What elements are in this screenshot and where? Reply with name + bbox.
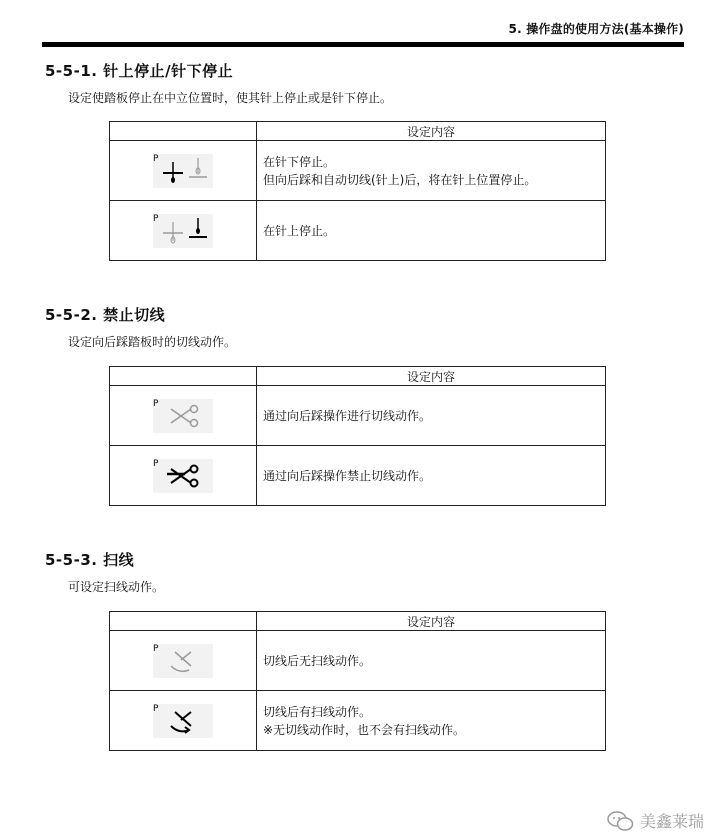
section-title-needle-stop: 5-5-1. 针上停止/针下停止	[45, 62, 234, 80]
table-row	[110, 446, 606, 506]
wechat-icon	[606, 810, 634, 832]
section-title-wiper: 5-5-3. 扫线	[45, 551, 135, 569]
thread-trim-disabled-icon	[153, 459, 213, 493]
p-label: P	[153, 398, 159, 409]
wiper-on-icon	[153, 704, 213, 738]
setting-text-cell	[257, 141, 606, 201]
needle-up-stop-icon	[153, 214, 213, 248]
page-header	[42, 18, 684, 47]
p-label: P	[153, 213, 159, 224]
setting-text-cell	[257, 386, 606, 446]
section-title-trim-disable: 5-5-2. 禁止切线	[45, 306, 166, 324]
table-header-icon-col	[110, 122, 257, 141]
table-row	[110, 386, 606, 446]
setting-line: 通过向后踩操作禁止切线动作。	[263, 468, 432, 483]
section-desc-trim-disable: 设定向后踩踏板时的切线动作。	[68, 335, 237, 349]
setting-line: 切线后无扫线动作。	[263, 653, 372, 668]
table-header-setting-col: 设定内容	[257, 612, 606, 631]
chapter-title: 5. 操作盘的使用方法(基本操作)	[508, 22, 684, 36]
table-header-row	[110, 612, 606, 631]
setting-line: 切线后有扫线动作。	[263, 704, 372, 719]
needle-down-graphic	[161, 156, 209, 186]
setting-line: 但向后踩和自动切线(针上)后，将在针上位置停止。	[263, 172, 537, 187]
wiper-graphic	[161, 646, 209, 676]
section-desc-wiper: 可设定扫线动作。	[68, 580, 165, 594]
setting-text-cell	[257, 446, 606, 506]
icon-cell	[110, 631, 257, 691]
scissors-crossed-graphic	[161, 461, 209, 491]
trim-disable-table	[109, 366, 606, 506]
watermark	[606, 809, 704, 832]
p-label: P	[153, 458, 159, 469]
setting-line: 通过向后踩操作进行切线动作。	[263, 408, 432, 423]
setting-line: ※无切线动作时，也不会有扫线动作。	[263, 722, 466, 737]
icon-cell	[110, 201, 257, 261]
table-header-row	[110, 367, 606, 386]
wiper-off-icon	[153, 644, 213, 678]
watermark-text: 美鑫莱瑞	[639, 812, 704, 831]
table-header-setting-col: 设定内容	[257, 367, 606, 386]
needle-up-graphic	[161, 216, 209, 246]
table-row	[110, 201, 606, 261]
icon-cell	[110, 141, 257, 201]
icon-cell	[110, 691, 257, 751]
wiper-table	[109, 611, 606, 751]
needle-stop-table	[109, 121, 606, 261]
p-label: P	[153, 153, 159, 164]
table-header-icon-col	[110, 367, 257, 386]
setting-text-cell	[257, 201, 606, 261]
p-label: P	[153, 703, 159, 714]
table-header-icon-col	[110, 612, 257, 631]
p-label: P	[153, 643, 159, 654]
icon-cell	[110, 386, 257, 446]
table-header-setting-col: 设定内容	[257, 122, 606, 141]
table-row	[110, 141, 606, 201]
scissors-graphic	[161, 401, 209, 431]
setting-line: 在针下停止。	[263, 154, 336, 169]
section-desc-needle-stop: 设定使踏板停止在中立位置时，使其针上停止或是针下停止。	[68, 91, 393, 105]
setting-line: 在针上停止。	[263, 223, 336, 238]
needle-down-stop-icon	[153, 154, 213, 188]
icon-cell	[110, 446, 257, 506]
setting-text-cell	[257, 691, 606, 751]
setting-text-cell	[257, 631, 606, 691]
table-row	[110, 691, 606, 751]
table-row	[110, 631, 606, 691]
table-header-row	[110, 122, 606, 141]
thread-trim-enabled-icon	[153, 399, 213, 433]
wiper-active-graphic	[161, 706, 209, 736]
